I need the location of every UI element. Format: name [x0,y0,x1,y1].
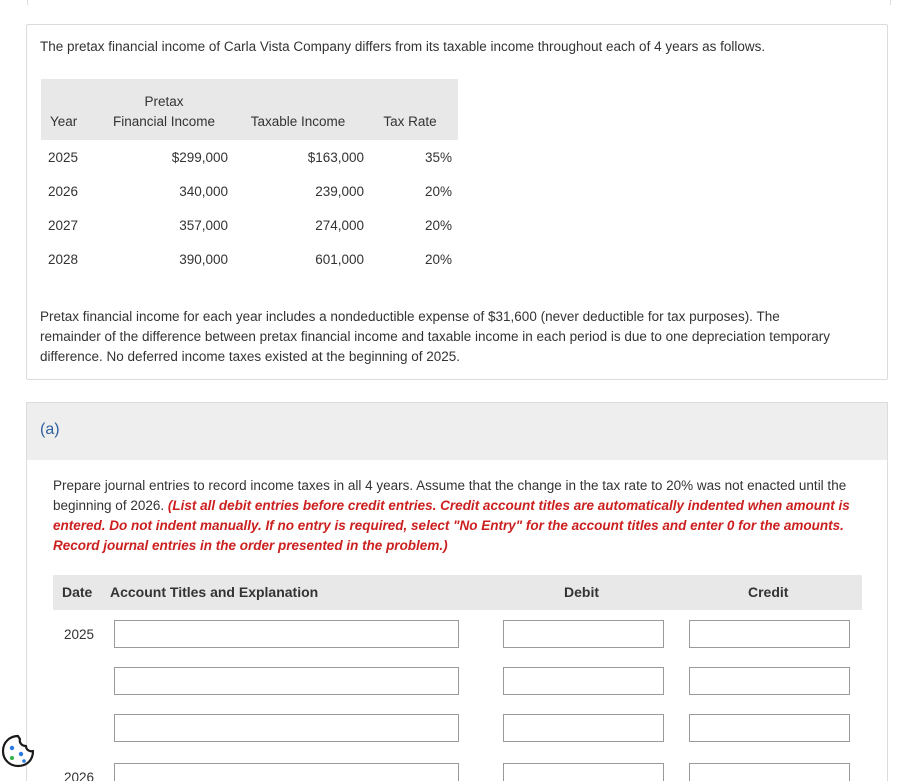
header-pretax-financial-income [100,79,232,140]
table-row [41,140,458,174]
cookie-settings-button[interactable] [0,730,36,770]
previous-card-edge [27,0,891,5]
credit-input[interactable] [689,763,850,781]
account-title-input[interactable] [114,714,459,742]
header-pretax-line2: Financial Income [112,114,216,129]
income-table-header-row [41,79,458,140]
journal-date: 2026 [64,770,95,781]
instructions-emphasis: (List all debit entries before credit entries. Credit account titles are automatically indented when amount is entered. Do not indent manually. If no entry is required, select "No Entry" for the account titles and enter 0 for the amounts. Record journal entries in the order presented in the problem.) [53,498,850,553]
problem-intro: The pretax financial income of Carla Vista Company differs from its taxable income throughout each of 4 years as follows. [40,39,766,54]
cell-pretax: $299,000 [171,149,228,165]
cell-rate: 20% [424,183,452,199]
debit-input[interactable] [503,763,664,781]
journal-row [53,620,862,650]
credit-input[interactable] [689,714,850,742]
credit-input[interactable] [689,620,850,648]
cell-year: 2025 [48,149,79,165]
journal-date: 2025 [64,627,95,642]
journal-header-account: Account Titles and Explanation [110,584,319,600]
debit-input[interactable] [503,620,664,648]
income-table [41,79,458,276]
part-a-instructions [53,476,858,556]
header-tax-rate: Tax Rate [368,79,458,140]
account-title-input[interactable] [114,620,459,648]
cell-taxable: 601,000 [315,251,364,267]
table-row [41,174,458,208]
cell-pretax: 340,000 [179,183,228,199]
account-title-input[interactable] [114,763,459,781]
cell-rate: 35% [424,149,452,165]
journal-header-date: Date [62,584,93,600]
account-title-input[interactable] [114,667,459,695]
cell-taxable: $163,000 [307,149,364,165]
instructions-text: Prepare journal entries to record income taxes in all 4 years. Assume that the change in the tax rate to 20% was not enacted until the beginning of 2026. [53,478,847,513]
journal-row [53,667,862,697]
cell-year: 2026 [48,183,79,199]
cell-pretax: 357,000 [179,217,228,233]
cell-taxable: 239,000 [315,183,364,199]
part-a-card [26,402,888,781]
journal-row [53,714,862,744]
header-pretax-line1: Pretax [144,94,184,109]
cell-rate: 20% [424,217,452,233]
journal-header [53,575,862,610]
cell-year: 2027 [48,217,79,233]
journal-header-credit: Credit [748,584,789,600]
header-taxable-income: Taxable Income [232,79,368,140]
table-row [41,242,458,276]
cookie-icon [0,730,36,770]
credit-input[interactable] [689,667,850,695]
journal-header-debit: Debit [564,584,599,600]
debit-input[interactable] [503,714,664,742]
cell-year: 2028 [48,251,79,267]
problem-note: Pretax financial income for each year includes a nondeductible expense of $31,600 (never deductible for tax purposes). The remainder of the difference between pretax financial income and taxable income in each period is due to one depreciation temporary difference. No deferred income taxes existed at the beginning of 2025. [40,309,830,364]
header-year: Year [41,79,100,140]
problem-card [26,24,888,380]
part-a-label: (a) [40,421,60,438]
cell-rate: 20% [424,251,452,267]
part-a-header [27,403,887,460]
cell-taxable: 274,000 [315,217,364,233]
cell-pretax: 390,000 [179,251,228,267]
table-row [41,208,458,242]
journal-row [53,763,862,781]
debit-input[interactable] [503,667,664,695]
